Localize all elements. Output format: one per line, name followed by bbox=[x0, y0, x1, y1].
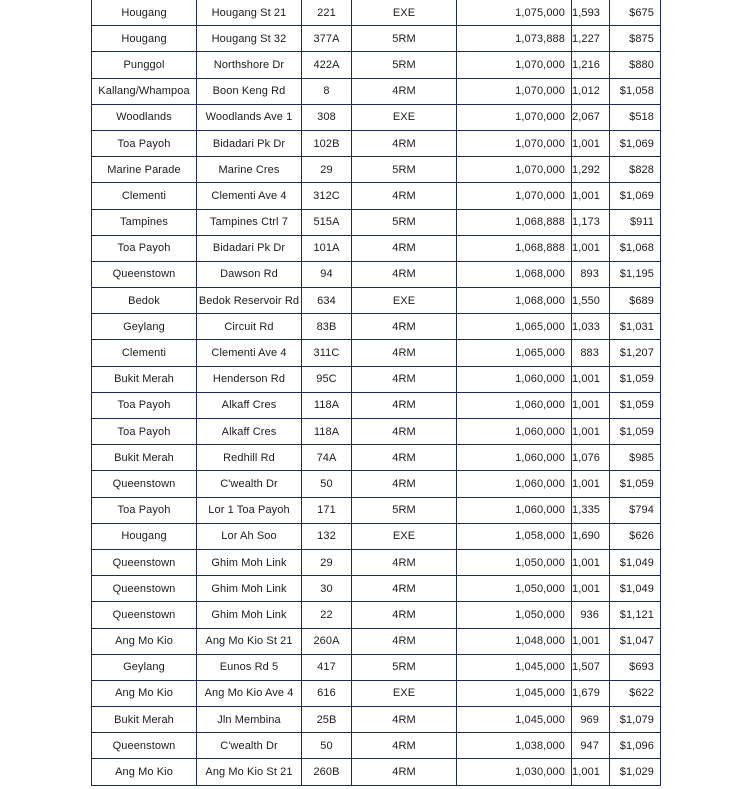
town-cell: Queenstown bbox=[92, 261, 197, 287]
town-cell: Queenstown bbox=[92, 602, 197, 628]
block-cell: 29 bbox=[302, 549, 352, 575]
town-cell: Toa Payoh bbox=[92, 235, 197, 261]
table-row bbox=[92, 157, 661, 183]
price-cell: 1,038,000 bbox=[457, 733, 572, 759]
block-cell: 94 bbox=[302, 261, 352, 287]
flat-type-cell: 4RM bbox=[352, 549, 457, 575]
price-cell: 1,050,000 bbox=[457, 549, 572, 575]
floor-area-cell: 1,033 bbox=[572, 314, 610, 340]
psf-cell: $1,059 bbox=[610, 366, 661, 392]
floor-area-cell: 1,679 bbox=[572, 680, 610, 706]
flat-type-cell: 5RM bbox=[352, 157, 457, 183]
floor-area-cell: 1,173 bbox=[572, 209, 610, 235]
town-cell: Hougang bbox=[92, 26, 197, 52]
psf-cell: $1,029 bbox=[610, 759, 661, 785]
price-cell: 1,070,000 bbox=[457, 104, 572, 130]
price-cell: 1,060,000 bbox=[457, 419, 572, 445]
flat-type-cell: 4RM bbox=[352, 340, 457, 366]
floor-area-cell: 1,001 bbox=[572, 628, 610, 654]
table-row bbox=[92, 26, 661, 52]
psf-cell: $1,069 bbox=[610, 183, 661, 209]
floor-area-cell: 1,216 bbox=[572, 52, 610, 78]
flat-type-cell: 4RM bbox=[352, 759, 457, 785]
price-cell: 1,073,888 bbox=[457, 26, 572, 52]
block-cell: 311C bbox=[302, 340, 352, 366]
table-row bbox=[92, 261, 661, 287]
flat-type-cell: 4RM bbox=[352, 628, 457, 654]
street-cell: Ghim Moh Link bbox=[197, 576, 302, 602]
psf-cell: $1,195 bbox=[610, 261, 661, 287]
floor-area-cell: 936 bbox=[572, 602, 610, 628]
block-cell: 101A bbox=[302, 235, 352, 261]
block-cell: 422A bbox=[302, 52, 352, 78]
price-cell: 1,070,000 bbox=[457, 52, 572, 78]
street-cell: Woodlands Ave 1 bbox=[197, 104, 302, 130]
flat-type-cell: 4RM bbox=[352, 183, 457, 209]
psf-cell: $794 bbox=[610, 497, 661, 523]
psf-cell: $1,049 bbox=[610, 549, 661, 575]
flat-type-cell: 4RM bbox=[352, 314, 457, 340]
floor-area-cell: 1,335 bbox=[572, 497, 610, 523]
floor-area-cell: 1,227 bbox=[572, 26, 610, 52]
town-cell: Woodlands bbox=[92, 104, 197, 130]
town-cell: Clementi bbox=[92, 340, 197, 366]
town-cell: Ang Mo Kio bbox=[92, 680, 197, 706]
town-cell: Toa Payoh bbox=[92, 497, 197, 523]
flat-type-cell: 4RM bbox=[352, 78, 457, 104]
table-row bbox=[92, 733, 661, 759]
table-row bbox=[92, 680, 661, 706]
street-cell: Ghim Moh Link bbox=[197, 602, 302, 628]
block-cell: 29 bbox=[302, 157, 352, 183]
block-cell: 74A bbox=[302, 445, 352, 471]
table-row bbox=[92, 104, 661, 130]
street-cell: Alkaff Cres bbox=[197, 392, 302, 418]
price-cell: 1,070,000 bbox=[457, 130, 572, 156]
street-cell: Lor 1 Toa Payoh bbox=[197, 497, 302, 523]
table-row bbox=[92, 471, 661, 497]
floor-area-cell: 1,001 bbox=[572, 130, 610, 156]
flat-type-cell: 5RM bbox=[352, 209, 457, 235]
psf-cell: $518 bbox=[610, 104, 661, 130]
price-cell: 1,058,000 bbox=[457, 523, 572, 549]
street-cell: Ang Mo Kio St 21 bbox=[197, 759, 302, 785]
town-cell: Queenstown bbox=[92, 733, 197, 759]
floor-area-cell: 1,076 bbox=[572, 445, 610, 471]
price-cell: 1,048,000 bbox=[457, 628, 572, 654]
town-cell: Bukit Merah bbox=[92, 707, 197, 733]
town-cell: Queenstown bbox=[92, 549, 197, 575]
street-cell: Eunos Rd 5 bbox=[197, 654, 302, 680]
block-cell: 171 bbox=[302, 497, 352, 523]
flat-type-cell: EXE bbox=[352, 288, 457, 314]
block-cell: 377A bbox=[302, 26, 352, 52]
street-cell: Northshore Dr bbox=[197, 52, 302, 78]
town-cell: Hougang bbox=[92, 523, 197, 549]
psf-cell: $985 bbox=[610, 445, 661, 471]
price-cell: 1,070,000 bbox=[457, 157, 572, 183]
block-cell: 260B bbox=[302, 759, 352, 785]
price-cell: 1,068,888 bbox=[457, 235, 572, 261]
table-row bbox=[92, 78, 661, 104]
street-cell: Boon Keng Rd bbox=[197, 78, 302, 104]
psf-cell: $1,096 bbox=[610, 733, 661, 759]
table-row bbox=[92, 52, 661, 78]
table-row bbox=[92, 707, 661, 733]
block-cell: 616 bbox=[302, 680, 352, 706]
price-cell: 1,068,000 bbox=[457, 261, 572, 287]
block-cell: 118A bbox=[302, 392, 352, 418]
floor-area-cell: 1,001 bbox=[572, 576, 610, 602]
floor-area-cell: 1,550 bbox=[572, 288, 610, 314]
street-cell: C'wealth Dr bbox=[197, 733, 302, 759]
street-cell: Redhill Rd bbox=[197, 445, 302, 471]
floor-area-cell: 883 bbox=[572, 340, 610, 366]
flat-type-cell: 4RM bbox=[352, 733, 457, 759]
block-cell: 260A bbox=[302, 628, 352, 654]
flat-type-cell: 4RM bbox=[352, 392, 457, 418]
table-row bbox=[92, 445, 661, 471]
block-cell: 634 bbox=[302, 288, 352, 314]
flat-type-cell: 4RM bbox=[352, 261, 457, 287]
flat-type-cell: 4RM bbox=[352, 576, 457, 602]
street-cell: Jln Membina bbox=[197, 707, 302, 733]
street-cell: Lor Ah Soo bbox=[197, 523, 302, 549]
psf-cell: $626 bbox=[610, 523, 661, 549]
town-cell: Clementi bbox=[92, 183, 197, 209]
psf-cell: $1,079 bbox=[610, 707, 661, 733]
floor-area-cell: 1,001 bbox=[572, 471, 610, 497]
street-cell: Marine Cres bbox=[197, 157, 302, 183]
block-cell: 83B bbox=[302, 314, 352, 340]
psf-cell: $880 bbox=[610, 52, 661, 78]
block-cell: 308 bbox=[302, 104, 352, 130]
psf-cell: $911 bbox=[610, 209, 661, 235]
street-cell: C'wealth Dr bbox=[197, 471, 302, 497]
flat-type-cell: 4RM bbox=[352, 366, 457, 392]
flat-type-cell: 5RM bbox=[352, 52, 457, 78]
psf-cell: $1,069 bbox=[610, 130, 661, 156]
floor-area-cell: 1,012 bbox=[572, 78, 610, 104]
table-row bbox=[92, 366, 661, 392]
town-cell: Hougang bbox=[92, 0, 197, 26]
flat-type-cell: 4RM bbox=[352, 471, 457, 497]
table-row bbox=[92, 209, 661, 235]
floor-area-cell: 1,690 bbox=[572, 523, 610, 549]
price-cell: 1,050,000 bbox=[457, 576, 572, 602]
floor-area-cell: 1,001 bbox=[572, 366, 610, 392]
block-cell: 30 bbox=[302, 576, 352, 602]
price-cell: 1,060,000 bbox=[457, 392, 572, 418]
psf-cell: $1,121 bbox=[610, 602, 661, 628]
table-row bbox=[92, 288, 661, 314]
table-row bbox=[92, 130, 661, 156]
flat-type-cell: EXE bbox=[352, 0, 457, 26]
flat-type-cell: EXE bbox=[352, 104, 457, 130]
flat-type-cell: EXE bbox=[352, 523, 457, 549]
flat-type-cell: 4RM bbox=[352, 602, 457, 628]
price-cell: 1,060,000 bbox=[457, 445, 572, 471]
street-cell: Clementi Ave 4 bbox=[197, 340, 302, 366]
block-cell: 25B bbox=[302, 707, 352, 733]
flat-type-cell: 4RM bbox=[352, 235, 457, 261]
price-cell: 1,068,888 bbox=[457, 209, 572, 235]
table-body bbox=[92, 0, 661, 785]
table-row bbox=[92, 576, 661, 602]
psf-cell: $1,059 bbox=[610, 392, 661, 418]
town-cell: Bukit Merah bbox=[92, 366, 197, 392]
street-cell: Ghim Moh Link bbox=[197, 549, 302, 575]
price-cell: 1,065,000 bbox=[457, 340, 572, 366]
table-row bbox=[92, 0, 661, 26]
psf-cell: $693 bbox=[610, 654, 661, 680]
price-cell: 1,050,000 bbox=[457, 602, 572, 628]
block-cell: 221 bbox=[302, 0, 352, 26]
floor-area-cell: 2,067 bbox=[572, 104, 610, 130]
town-cell: Toa Payoh bbox=[92, 392, 197, 418]
town-cell: Queenstown bbox=[92, 576, 197, 602]
price-cell: 1,045,000 bbox=[457, 680, 572, 706]
town-cell: Bedok bbox=[92, 288, 197, 314]
table-row bbox=[92, 602, 661, 628]
flat-type-cell: 5RM bbox=[352, 497, 457, 523]
town-cell: Bukit Merah bbox=[92, 445, 197, 471]
table-row bbox=[92, 628, 661, 654]
transactions-table bbox=[91, 0, 661, 786]
block-cell: 132 bbox=[302, 523, 352, 549]
price-cell: 1,070,000 bbox=[457, 183, 572, 209]
floor-area-cell: 1,001 bbox=[572, 549, 610, 575]
street-cell: Bidadari Pk Dr bbox=[197, 130, 302, 156]
psf-cell: $1,059 bbox=[610, 419, 661, 445]
street-cell: Tampines Ctrl 7 bbox=[197, 209, 302, 235]
flat-type-cell: 4RM bbox=[352, 130, 457, 156]
town-cell: Tampines bbox=[92, 209, 197, 235]
psf-cell: $1,047 bbox=[610, 628, 661, 654]
price-cell: 1,045,000 bbox=[457, 707, 572, 733]
flat-type-cell: 5RM bbox=[352, 26, 457, 52]
town-cell: Queenstown bbox=[92, 471, 197, 497]
town-cell: Toa Payoh bbox=[92, 130, 197, 156]
price-cell: 1,065,000 bbox=[457, 314, 572, 340]
town-cell: Ang Mo Kio bbox=[92, 759, 197, 785]
floor-area-cell: 1,001 bbox=[572, 392, 610, 418]
street-cell: Bidadari Pk Dr bbox=[197, 235, 302, 261]
block-cell: 22 bbox=[302, 602, 352, 628]
floor-area-cell: 1,593 bbox=[572, 0, 610, 26]
street-cell: Dawson Rd bbox=[197, 261, 302, 287]
floor-area-cell: 1,001 bbox=[572, 759, 610, 785]
town-cell: Geylang bbox=[92, 654, 197, 680]
psf-cell: $1,031 bbox=[610, 314, 661, 340]
table-row bbox=[92, 183, 661, 209]
table-row bbox=[92, 549, 661, 575]
psf-cell: $1,059 bbox=[610, 471, 661, 497]
block-cell: 95C bbox=[302, 366, 352, 392]
town-cell: Marine Parade bbox=[92, 157, 197, 183]
psf-cell: $675 bbox=[610, 0, 661, 26]
psf-cell: $1,068 bbox=[610, 235, 661, 261]
table-row bbox=[92, 497, 661, 523]
price-cell: 1,030,000 bbox=[457, 759, 572, 785]
flat-type-cell: 5RM bbox=[352, 654, 457, 680]
block-cell: 102B bbox=[302, 130, 352, 156]
psf-cell: $875 bbox=[610, 26, 661, 52]
street-cell: Circuit Rd bbox=[197, 314, 302, 340]
transactions-table-container bbox=[91, 0, 660, 786]
price-cell: 1,045,000 bbox=[457, 654, 572, 680]
floor-area-cell: 1,001 bbox=[572, 183, 610, 209]
block-cell: 515A bbox=[302, 209, 352, 235]
table-row bbox=[92, 235, 661, 261]
town-cell: Kallang/Whampoa bbox=[92, 78, 197, 104]
price-cell: 1,075,000 bbox=[457, 0, 572, 26]
psf-cell: $1,058 bbox=[610, 78, 661, 104]
psf-cell: $1,049 bbox=[610, 576, 661, 602]
floor-area-cell: 1,001 bbox=[572, 235, 610, 261]
price-cell: 1,060,000 bbox=[457, 497, 572, 523]
price-cell: 1,060,000 bbox=[457, 366, 572, 392]
street-cell: Hougang St 32 bbox=[197, 26, 302, 52]
table-row bbox=[92, 419, 661, 445]
price-cell: 1,070,000 bbox=[457, 78, 572, 104]
street-cell: Alkaff Cres bbox=[197, 419, 302, 445]
flat-type-cell: 4RM bbox=[352, 445, 457, 471]
street-cell: Ang Mo Kio St 21 bbox=[197, 628, 302, 654]
block-cell: 312C bbox=[302, 183, 352, 209]
town-cell: Punggol bbox=[92, 52, 197, 78]
floor-area-cell: 947 bbox=[572, 733, 610, 759]
town-cell: Ang Mo Kio bbox=[92, 628, 197, 654]
block-cell: 118A bbox=[302, 419, 352, 445]
street-cell: Bedok Reservoir Rd bbox=[197, 288, 302, 314]
table-row bbox=[92, 392, 661, 418]
floor-area-cell: 969 bbox=[572, 707, 610, 733]
floor-area-cell: 893 bbox=[572, 261, 610, 287]
flat-type-cell: 4RM bbox=[352, 419, 457, 445]
table-row bbox=[92, 314, 661, 340]
street-cell: Henderson Rd bbox=[197, 366, 302, 392]
street-cell: Ang Mo Kio Ave 4 bbox=[197, 680, 302, 706]
town-cell: Toa Payoh bbox=[92, 419, 197, 445]
block-cell: 417 bbox=[302, 654, 352, 680]
block-cell: 50 bbox=[302, 733, 352, 759]
psf-cell: $622 bbox=[610, 680, 661, 706]
town-cell: Geylang bbox=[92, 314, 197, 340]
block-cell: 50 bbox=[302, 471, 352, 497]
floor-area-cell: 1,001 bbox=[572, 419, 610, 445]
block-cell: 8 bbox=[302, 78, 352, 104]
price-cell: 1,060,000 bbox=[457, 471, 572, 497]
floor-area-cell: 1,292 bbox=[572, 157, 610, 183]
street-cell: Clementi Ave 4 bbox=[197, 183, 302, 209]
table-row bbox=[92, 340, 661, 366]
price-cell: 1,068,000 bbox=[457, 288, 572, 314]
flat-type-cell: 4RM bbox=[352, 707, 457, 733]
street-cell: Hougang St 21 bbox=[197, 0, 302, 26]
psf-cell: $828 bbox=[610, 157, 661, 183]
psf-cell: $1,207 bbox=[610, 340, 661, 366]
psf-cell: $689 bbox=[610, 288, 661, 314]
table-row bbox=[92, 654, 661, 680]
flat-type-cell: EXE bbox=[352, 680, 457, 706]
table-row bbox=[92, 523, 661, 549]
floor-area-cell: 1,507 bbox=[572, 654, 610, 680]
table-row bbox=[92, 759, 661, 785]
